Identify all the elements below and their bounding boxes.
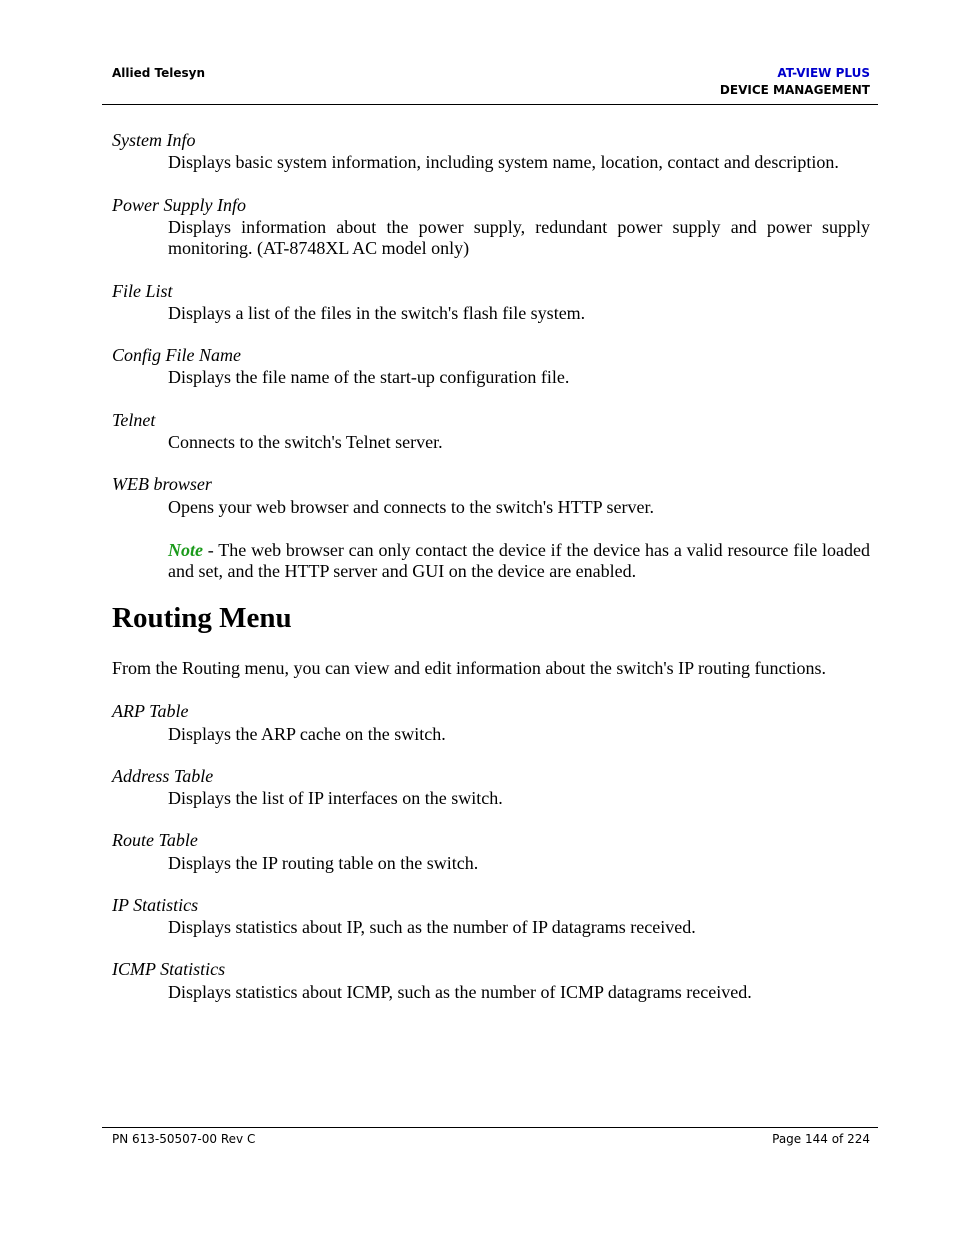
desc-web-browser: Opens your web browser and connects to the switch's HTTP server. xyxy=(168,497,654,517)
desc-power-supply-info: Displays information about the power supply, redundant power supply and power supply monitoring. (AT-8748XL AC model only) xyxy=(168,217,870,258)
term-system-info: System Info xyxy=(112,130,196,150)
desc-address-table: Displays the list of IP interfaces on the switch. xyxy=(168,788,503,808)
header-divider xyxy=(102,104,878,105)
note-text: - The web browser can only contact the device if the device has a valid resource file loaded and set, and the HTTP server and GUI on the device are enabled. xyxy=(168,540,870,581)
footer-page-number: Page 144 of 224 xyxy=(772,1132,870,1146)
term-ip-statistics: IP Statistics xyxy=(112,895,199,915)
header-section: DEVICE MANAGEMENT xyxy=(719,83,870,97)
desc-telnet: Connects to the switch's Telnet server. xyxy=(168,432,443,452)
footer-divider xyxy=(102,1127,878,1128)
term-config-file-name: Config File Name xyxy=(112,345,241,365)
desc-icmp-statistics: Displays statistics about ICMP, such as the number of ICMP datagrams received. xyxy=(168,982,752,1002)
header-company: Allied Telesyn xyxy=(112,66,206,80)
note-label: Note xyxy=(168,540,203,560)
term-address-table: Address Table xyxy=(112,766,214,786)
note-paragraph xyxy=(168,540,870,582)
term-icmp-statistics: ICMP Statistics xyxy=(112,959,226,979)
desc-system-info: Displays basic system information, including system name, location, contact and description. xyxy=(168,152,839,172)
term-arp-table: ARP Table xyxy=(112,701,189,721)
footer-part-number: PN 613-50507-00 Rev C xyxy=(112,1132,256,1146)
term-web-browser: WEB browser xyxy=(112,474,212,494)
section-heading-routing-menu: Routing Menu xyxy=(112,602,292,634)
desc-config-file-name: Displays the file name of the start-up configuration file. xyxy=(168,367,570,387)
desc-file-list: Displays a list of the files in the switch's flash file system. xyxy=(168,303,586,323)
desc-arp-table: Displays the ARP cache on the switch. xyxy=(168,724,446,744)
header-product: AT-VIEW PLUS xyxy=(777,66,870,80)
term-route-table: Route Table xyxy=(112,830,198,850)
term-power-supply-info: Power Supply Info xyxy=(112,195,246,215)
term-file-list: File List xyxy=(112,281,173,301)
desc-ip-statistics: Displays statistics about IP, such as the number of IP datagrams received. xyxy=(168,917,696,937)
desc-route-table: Displays the IP routing table on the switch. xyxy=(168,853,479,873)
routing-intro: From the Routing menu, you can view and edit information about the switch's IP routing functions. xyxy=(112,658,826,678)
term-telnet: Telnet xyxy=(112,410,156,430)
